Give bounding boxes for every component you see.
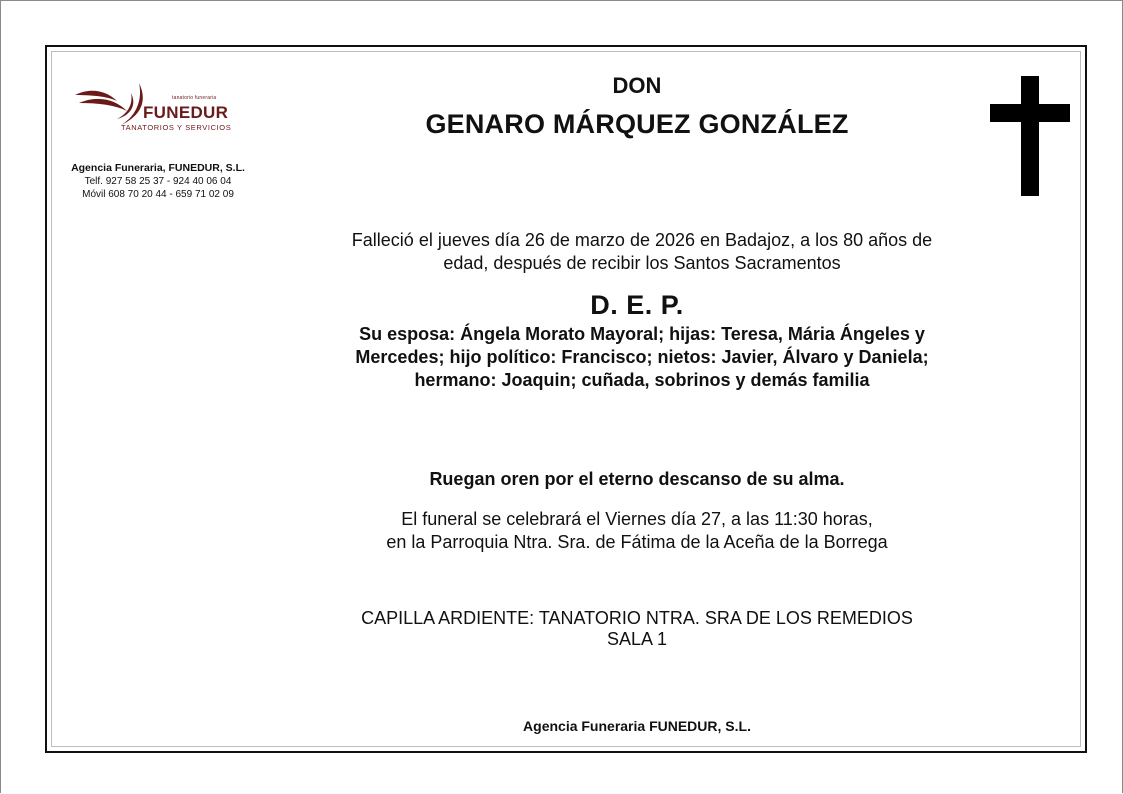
- logo-subtitle: TANATORIOS Y SERVICIOS: [121, 123, 232, 132]
- funeral-line: en la Parroquia Ntra. Sra. de Fátima de la Aceña de la Borrega: [386, 532, 888, 552]
- deceased-name: GENARO MÁRQUEZ GONZÁLEZ: [425, 109, 849, 139]
- family-list: [309, 323, 975, 392]
- family-line: Su esposa: Ángela Morato Mayoral; hijas: Teresa, Mária Ángeles y: [359, 324, 925, 344]
- agency-mobile: Móvil 608 70 20 44 - 659 71 02 09: [82, 189, 234, 200]
- agency-name: Agencia Funeraria, FUNEDUR, S.L.: [71, 162, 245, 174]
- funeral-line: El funeral se celebrará el Viernes día 27, a las 11:30 horas,: [401, 509, 873, 529]
- death-line: Falleció el jueves día 26 de marzo de 2026 en Badajoz, a los 80 años de: [351, 230, 933, 250]
- family-line: hermano: Joaquin; cuñada, sobrinos y demás familia: [414, 370, 870, 390]
- footer-agency: Agencia Funeraria FUNEDUR, S.L.: [523, 718, 751, 734]
- dep-heading: D. E. P.: [590, 290, 684, 320]
- logo-brand: FUNEDUR: [143, 103, 229, 122]
- cross-icon: [990, 76, 1070, 196]
- agency-contact: [53, 161, 263, 201]
- family-line: Mercedes; hijo político: Francisco; nietos: Javier, Álvaro y Daniela;: [355, 347, 929, 367]
- agency-phone: Telf. 927 58 25 37 - 924 40 06 04: [84, 176, 232, 187]
- death-line: edad, después de recibir los Santos Sacramentos: [443, 253, 841, 273]
- chapel-room: SALA 1: [606, 629, 668, 649]
- honorific: DON: [612, 73, 662, 98]
- chapel-info: [287, 608, 987, 650]
- logo-small-text: tanatorio funeraria: [172, 95, 217, 101]
- prayer-line: Ruegan oren por el eterno descanso de su alma.: [429, 469, 845, 489]
- funeral-info: [287, 508, 987, 554]
- obituary-card: [45, 45, 1087, 753]
- death-notice: [312, 229, 972, 275]
- chapel-line: CAPILLA ARDIENTE: TANATORIO NTRA. SRA DE LOS REMEDIOS: [361, 608, 913, 628]
